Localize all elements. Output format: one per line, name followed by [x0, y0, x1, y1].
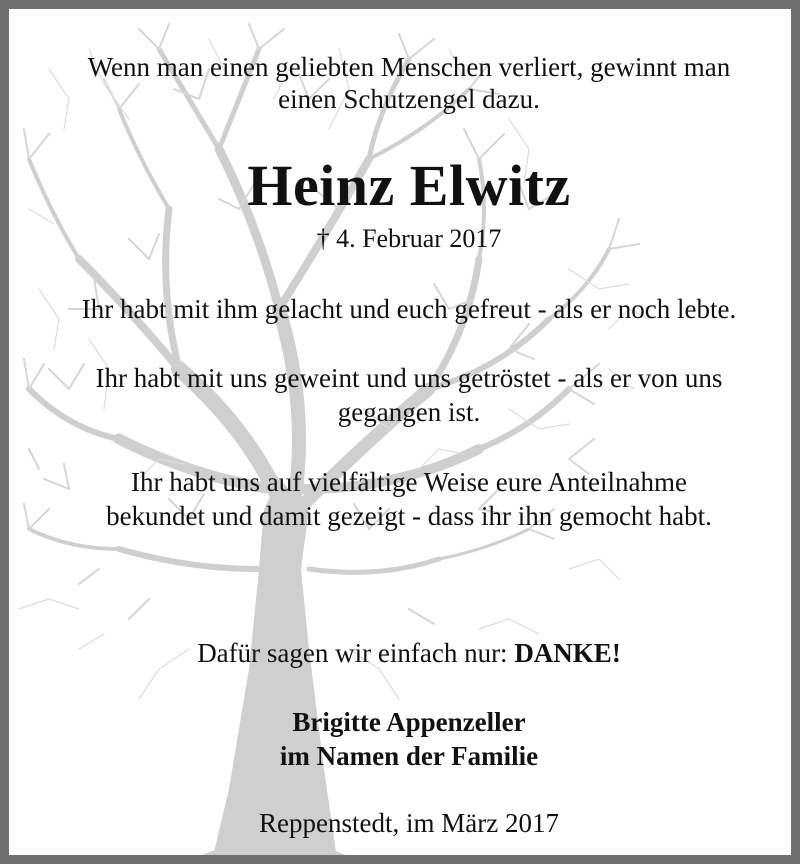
death-date: † 4. Februar 2017: [316, 224, 502, 253]
paragraph-wept-line-2: gegangen ist.: [337, 397, 481, 427]
signature: [9, 705, 800, 773]
paragraph-condolences: [9, 465, 800, 533]
quote-line-1: Wenn man einen geliebten Menschen verliert, gewinnt man: [87, 52, 731, 82]
deceased-name: Heinz Elwitz: [247, 153, 571, 218]
paragraph-condolences-line-2: bekundet und damit gezeigt - dass ihr ihn gemocht habt.: [106, 501, 712, 531]
paragraph-laughed: Ihr habt mit ihm gelacht und euch gefreut - als er noch lebte.: [81, 294, 737, 324]
paragraph-condolences-line-1: Ihr habt uns auf vielfältige Weise eure Anteilnahme: [131, 467, 687, 497]
quote-line-2: einen Schutzengel dazu.: [278, 84, 540, 114]
thanks-prefix: Dafür sagen wir einfach nur:: [197, 638, 515, 668]
place-and-date: Reppenstedt, im März 2017: [259, 808, 559, 838]
signature-family: im Namen der Familie: [279, 741, 539, 771]
paragraph-wept: [9, 361, 800, 429]
thanks-emphasis: DANKE!: [514, 638, 621, 668]
signature-name: Brigitte Appenzeller: [292, 707, 526, 737]
thanks-line: [9, 637, 800, 669]
paragraph-wept-line-1: Ihr habt mit uns geweint und uns getröstet - als er von uns: [95, 363, 723, 393]
opening-quote: [9, 51, 800, 115]
